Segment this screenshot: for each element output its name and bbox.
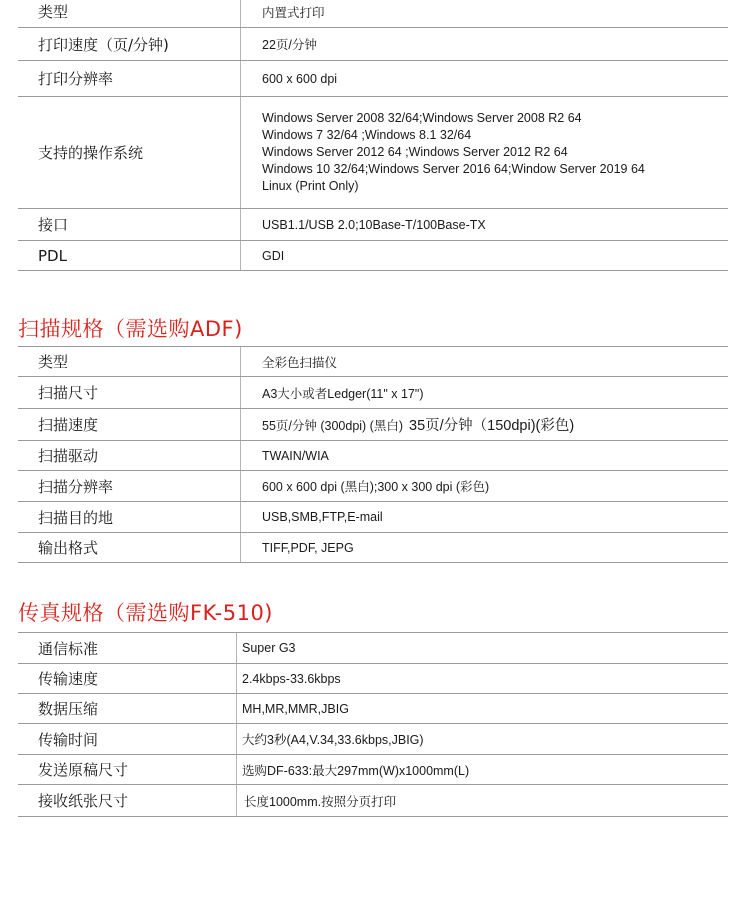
row-value: 600 x 600 dpi (黑白);300 x 300 dpi (彩色) (262, 480, 490, 494)
row-label: 数据压缩 (38, 700, 99, 718)
table-row (18, 755, 728, 785)
column-divider (236, 664, 237, 693)
row-value: USB,SMB,FTP,E-mail (262, 510, 383, 524)
table-row (18, 502, 728, 533)
column-divider (240, 409, 241, 440)
column-divider (240, 441, 241, 470)
scan-spec-table (18, 346, 728, 563)
row-label: 传输时间 (38, 730, 99, 749)
row-value (262, 409, 574, 440)
column-divider (240, 471, 241, 501)
scan-speed-mono: 55页/分钟 (300dpi) (黑白) (262, 418, 404, 433)
row-label: 接收纸张尺寸 (38, 792, 129, 810)
fax-section-title: 传真规格（需选购FK-510) (18, 601, 273, 625)
row-value: TIFF,PDF, JEPG (262, 540, 354, 555)
os-list (262, 97, 645, 208)
row-value: A3大小或者Ledger(11" x 17") (262, 386, 424, 401)
column-divider (240, 0, 241, 27)
row-label: 输出格式 (38, 539, 99, 557)
table-row (18, 441, 728, 471)
row-label: 扫描驱动 (38, 447, 99, 465)
column-divider (240, 377, 241, 408)
table-row (18, 241, 728, 271)
table-row (18, 347, 728, 377)
row-label: 扫描分辨率 (38, 477, 114, 496)
column-divider (236, 755, 237, 784)
table-row (18, 28, 728, 61)
row-value: GDI (262, 248, 285, 263)
row-value: MH,MR,MMR,JBIG (242, 701, 349, 716)
row-value: TWAIN/WIA (262, 448, 329, 463)
table-row (18, 61, 728, 97)
column-divider (236, 785, 237, 816)
os-line: Windows 7 32/64 ;Windows 8.1 32/64 (262, 128, 472, 142)
scan-section-title: 扫描规格（需选购ADF) (18, 317, 243, 341)
row-value: 内置式打印 (262, 5, 325, 20)
os-line: Windows Server 2012 64 ;Windows Server 2012 R2 64 (262, 145, 568, 159)
row-label: 打印速度（页/分钟) (38, 35, 169, 54)
row-value: 22页/分钟 (262, 38, 317, 52)
column-divider (236, 633, 237, 663)
table-row (18, 633, 728, 664)
row-value: 选购DF-633:最大297mm(W)x1000mm(L) (242, 763, 470, 778)
column-divider (236, 694, 237, 723)
scan-speed-color: 35页/分钟（150dpi)(彩色) (409, 418, 575, 434)
os-line: Windows Server 2008 32/64;Windows Server 2008 R2 64 (262, 111, 582, 125)
row-value: 全彩色扫描仪 (262, 355, 338, 370)
column-divider (240, 241, 241, 270)
row-label: 接口 (38, 216, 69, 234)
table-row (18, 97, 728, 209)
table-row (18, 533, 728, 563)
column-divider (240, 97, 241, 208)
table-row (18, 471, 728, 502)
column-divider (236, 724, 237, 754)
row-value: 2.4kbps-33.6kbps (242, 671, 341, 686)
table-row (18, 785, 728, 817)
column-divider (240, 533, 241, 562)
column-divider (240, 209, 241, 240)
row-label: 扫描尺寸 (38, 384, 99, 402)
row-value: 600 x 600 dpi (262, 71, 338, 86)
row-label: 通信标准 (38, 639, 99, 658)
row-label: 类型 (38, 3, 69, 21)
column-divider (240, 28, 241, 60)
table-row (18, 209, 728, 241)
row-value: Super G3 (242, 641, 296, 655)
column-divider (240, 347, 241, 376)
fax-spec-table (18, 632, 728, 817)
table-row (18, 377, 728, 409)
table-row (18, 724, 728, 755)
row-label: 扫描速度 (38, 416, 99, 434)
row-label: 打印分辨率 (38, 70, 114, 88)
row-label: 类型 (38, 353, 69, 371)
row-label: 扫描目的地 (38, 508, 114, 527)
row-label: 支持的操作系统 (38, 144, 144, 162)
os-line: Windows 10 32/64;Windows Server 2016 64;Window Server 2019 64 (262, 162, 645, 176)
table-row (18, 409, 728, 441)
row-label: PDL (38, 246, 67, 265)
row-label: 传输速度 (38, 670, 99, 688)
column-divider (240, 502, 241, 532)
table-row (18, 0, 728, 28)
table-row (18, 664, 728, 694)
row-value: USB1.1/USB 2.0;10Base-T/100Base-TX (262, 217, 486, 232)
row-label: 发送原稿尺寸 (38, 761, 129, 779)
table-row (18, 694, 728, 724)
os-line: Linux (Print Only) (262, 179, 359, 193)
row-value: 大约3秒(A4,V.34,33.6kbps,JBIG) (242, 733, 424, 747)
print-spec-table (18, 0, 728, 271)
column-divider (240, 61, 241, 96)
row-value: 长度1000mm.按照分页打印 (244, 794, 397, 809)
